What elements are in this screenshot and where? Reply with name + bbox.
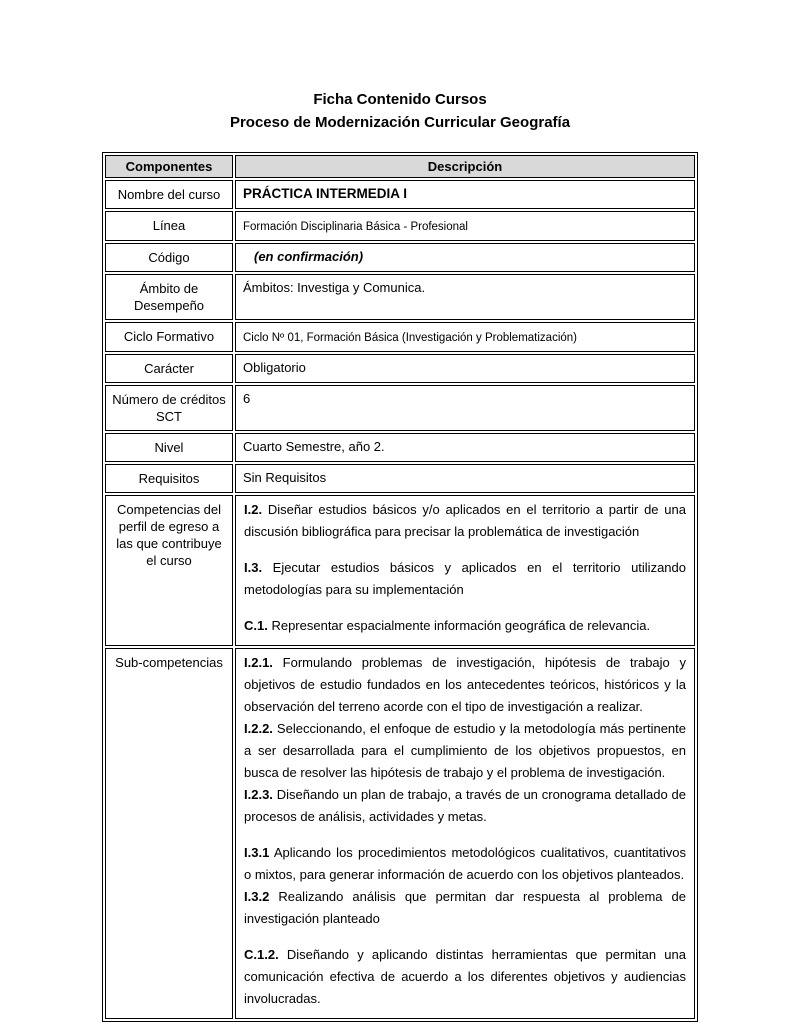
row-value-codigo: (en confirmación) (235, 243, 695, 272)
row-label-subcompetencias: Sub-competencias (105, 648, 233, 1019)
subcompetencia-code: C.1.2. (244, 947, 279, 962)
competencia-item-c1 (244, 615, 686, 637)
row-value-linea: Formación Disciplinaria Básica - Profesional (235, 211, 695, 241)
row-value-caracter: Obligatorio (235, 354, 695, 383)
row-label-ciclo: Ciclo Formativo (105, 322, 233, 352)
row-label-creditos: Número de créditos SCT (105, 385, 233, 431)
subcompetencia-code: I.3.1 (244, 845, 270, 860)
table-header-row (105, 155, 695, 178)
course-info-table (102, 152, 698, 1022)
row-label-codigo: Código (105, 243, 233, 272)
competencia-code: I.2. (244, 502, 263, 517)
row-label-competencias: Competencias del perfil de egreso a las que contribuye el curso (105, 495, 233, 646)
row-label-nivel: Nivel (105, 433, 233, 462)
competencia-code: C.1. (244, 618, 268, 633)
title-line-1: Ficha Contenido Cursos (313, 91, 487, 108)
row-value-ambito: Ámbitos: Investiga y Comunica. (235, 274, 695, 320)
subcompetencia-text: Realizando análisis que permitan dar respuesta al problema de investigación planteado (244, 889, 686, 926)
subcompetencia-text: Seleccionando, el enfoque de estudio y la metodología más pertinente a ser desarrollada para el cumplimiento de los objetivos propuestos, en busca de resolver las hipótesis de trabajo y el problema de investigación. (244, 721, 686, 780)
table-row-linea (105, 211, 695, 241)
subcompetencia-item-i21 (244, 652, 686, 718)
competencia-text: Representar espacialmente información geográfica de relevancia. (267, 618, 651, 633)
subcompetencia-code: I.2.3. (244, 787, 273, 802)
table-row-codigo (105, 243, 695, 272)
subcompetencia-text: Formulando problemas de investigación, hipótesis de trabajo y objetivos de estudio fundados en los antecedentes teóricos, históricos y la observación del terreno acorde con el tipo de investigación a realizar. (244, 655, 686, 714)
row-value-ciclo: Ciclo Nº 01, Formación Básica (Investigación y Problematización) (235, 322, 695, 352)
header-descripcion: Descripción (235, 155, 695, 178)
subcompetencia-item-i32 (244, 886, 686, 930)
header-componentes: Componentes (105, 155, 233, 178)
subcompetencia-code: I.2.2. (244, 721, 273, 736)
competencia-text: Diseñar estudios básicos y/o aplicados en el territorio a partir de una discusión bibliográfica para precisar la problemática de investigación (244, 502, 686, 539)
subcompetencia-item-c12 (244, 944, 686, 1010)
competencia-item-i3 (244, 557, 686, 601)
subcompetencia-text: Diseñando un plan de trabajo, a través de un cronograma detallado de procesos de análisis, actividades y metas. (244, 787, 686, 824)
subcompetencia-text: Diseñando y aplicando distintas herramientas que permitan una comunicación efectiva de acuerdo a los diferentes objetivos y audiencias involucradas. (244, 947, 686, 1006)
row-value-creditos: 6 (235, 385, 695, 431)
competencia-item-i2 (244, 499, 686, 543)
row-label-ambito: Ámbito de Desempeño (105, 274, 233, 320)
row-value-competencias (235, 495, 695, 646)
competencia-code: I.3. (244, 560, 263, 575)
table-row-competencias (105, 495, 695, 646)
table-row-requisitos (105, 464, 695, 493)
row-label-linea: Línea (105, 211, 233, 241)
row-label-requisitos: Requisitos (105, 464, 233, 493)
row-label-caracter: Carácter (105, 354, 233, 383)
row-value-nombre: PRÁCTICA INTERMEDIA I (235, 180, 695, 209)
subcompetencia-code: I.2.1. (244, 655, 273, 670)
subcompetencia-item-i23 (244, 784, 686, 828)
table-row-creditos (105, 385, 695, 431)
table-row-ciclo (105, 322, 695, 352)
table-row-nivel (105, 433, 695, 462)
title-line-2: Proceso de Modernización Curricular Geografía (229, 114, 571, 131)
table-row-caracter (105, 354, 695, 383)
subcompetencia-code: I.3.2 (244, 889, 270, 904)
table-row-ambito (105, 274, 695, 320)
row-value-nivel: Cuarto Semestre, año 2. (235, 433, 695, 462)
subcompetencia-item-i22 (244, 718, 686, 784)
subcompetencia-text: Aplicando los procedimientos metodológicos cualitativos, cuantitativos o mixtos, para generar información de acuerdo con los objetivos planteados. (244, 845, 686, 882)
competencia-text: Ejecutar estudios básicos y aplicados en el territorio utilizando metodologías para su implementación (244, 560, 686, 597)
row-value-requisitos: Sin Requisitos (235, 464, 695, 493)
document-title (0, 0, 800, 134)
subcompetencia-item-i31 (244, 842, 686, 886)
row-label-nombre: Nombre del curso (105, 180, 233, 209)
row-value-subcompetencias (235, 648, 695, 1019)
table-row-subcompetencias (105, 648, 695, 1019)
table-row-nombre (105, 180, 695, 209)
